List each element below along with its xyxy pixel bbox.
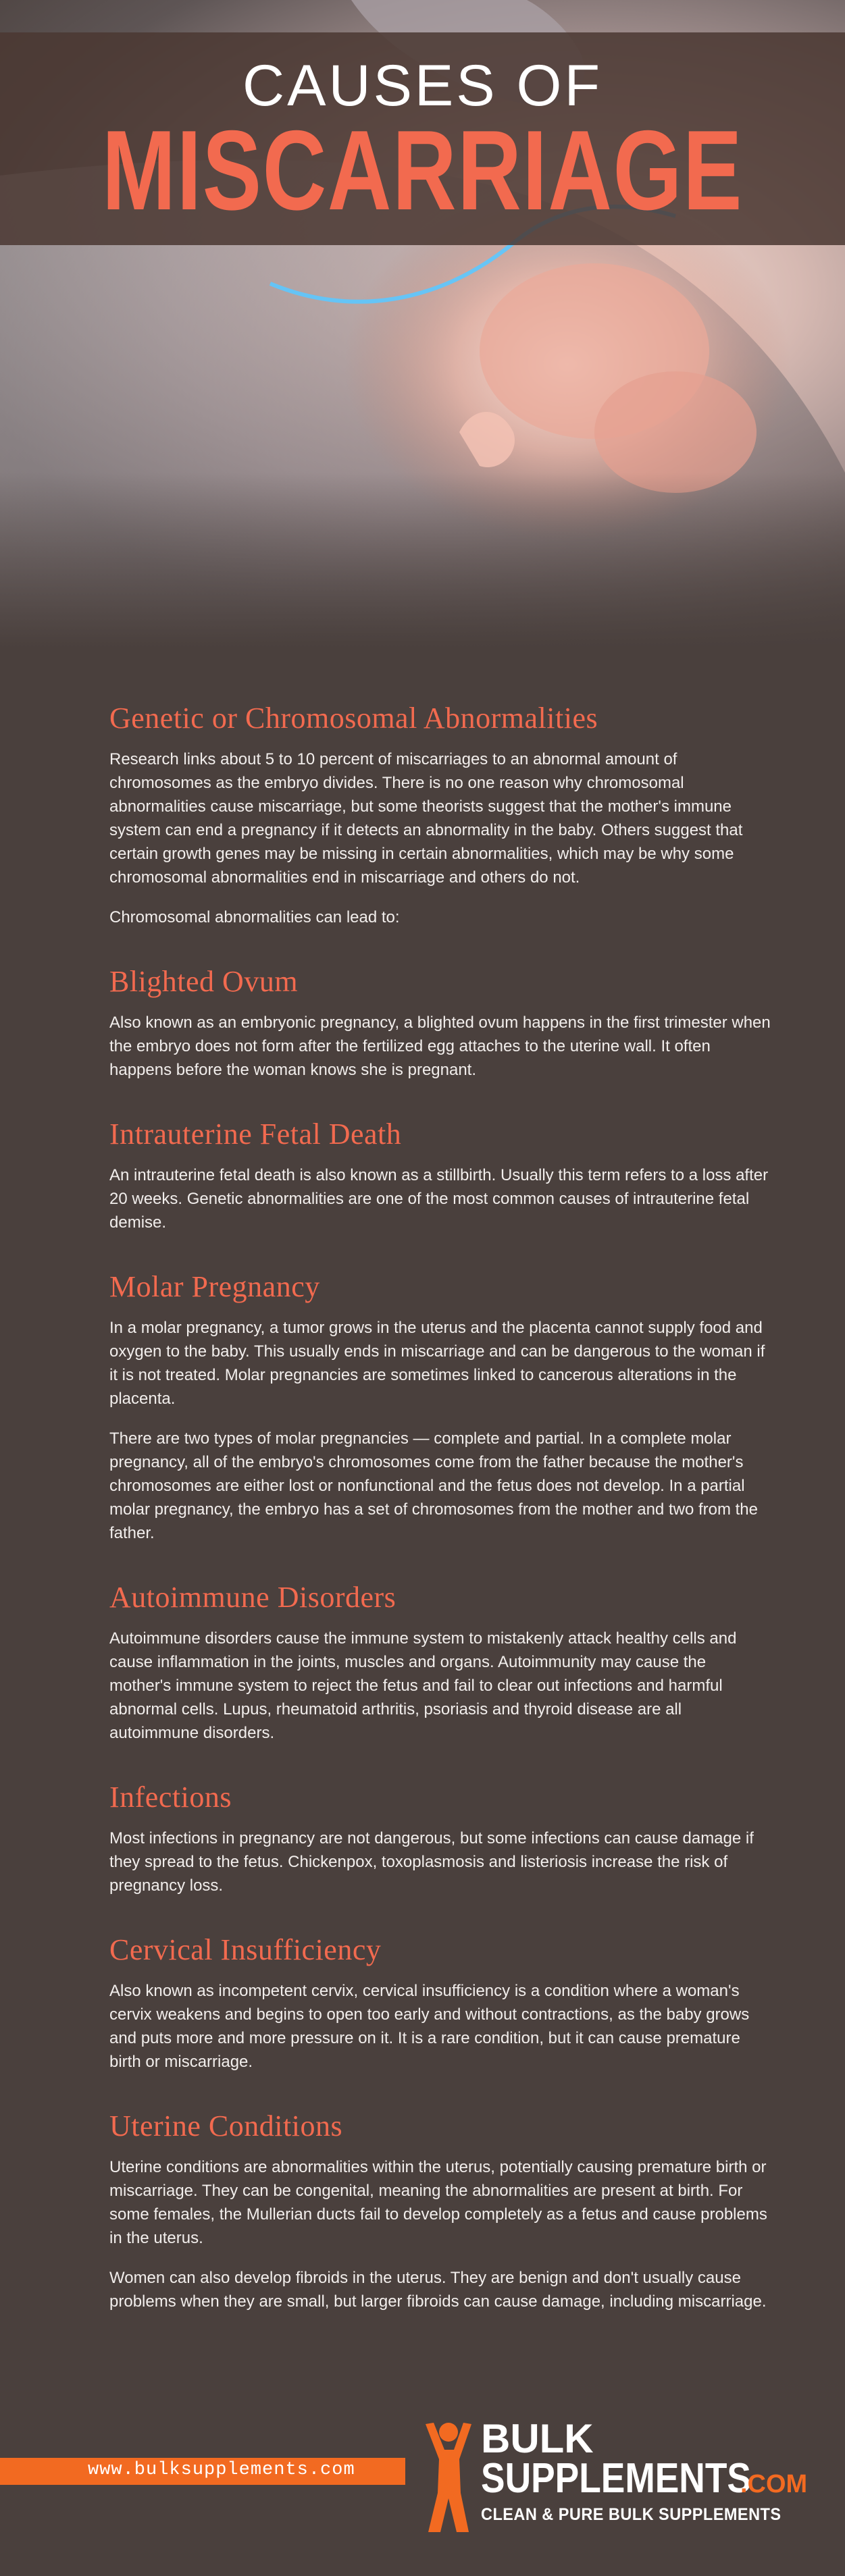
section-heading: Uterine Conditions — [109, 2109, 343, 2143]
section-heading: Molar Pregnancy — [109, 1270, 320, 1303]
section-heading: Autoimmune Disorders — [109, 1581, 396, 1614]
section-paragraph: Most infections in pregnancy are not dangerous, but some infections can cause damage if they spread to the fetus. Chickenpox, toxoplasmosis and listeriosis increase the risk of pregnancy loss. — [109, 1829, 754, 1895]
section-heading: Blighted Ovum — [109, 965, 299, 998]
article-body — [109, 701, 771, 2348]
logo-tagline: CLEAN & PURE BULK SUPPLEMENTS — [481, 2505, 782, 2524]
section-fetal-death — [109, 1117, 771, 1234]
section-infections — [109, 1780, 771, 1897]
section-blighted-ovum — [109, 964, 771, 1082]
section-heading: Genetic or Chromosomal Abnormalities — [109, 702, 598, 735]
section-heading: Cervical Insufficiency — [109, 1933, 382, 1966]
footer-url-link[interactable]: www.bulksupplements.com — [88, 2460, 355, 2480]
logo-supplements: SUPPLEMENTS — [481, 2455, 751, 2502]
section-paragraph: There are two types of molar pregnancies — complete and partial. In a complete molar pregnancy, all of the embryo's chromosomes come from the father because the mother's chromosomes are either lost or nonfunctional and the fetus does not develop. In a partial molar pregnancy, the embryo has a set of chromosomes from the mother and two from the father. — [109, 1429, 758, 1542]
hero-fade — [0, 473, 845, 648]
section-genetic — [109, 701, 771, 929]
section-heading: Infections — [109, 1781, 232, 1814]
section-paragraph: Also known as incompetent cervix, cervical insufficiency is a condition where a woman's cervix weakens and begins to open too early and without contractions, as the baby grows and puts more and more pressure on it. It is a rare condition, but it can cause premature birth or miscarriage. — [109, 1982, 750, 2071]
section-paragraph: Uterine conditions are abnormalities within the uterus, potentially causing premature birth or miscarriage. They can be congenital, meaning the abnormalities are present at birth. For some females, the Mullerian ducts fail to develop completely as a fetus and cause problems in the uterus. — [109, 2158, 767, 2247]
section-heading: Intrauterine Fetal Death — [109, 1118, 402, 1151]
section-cervical — [109, 1933, 771, 2074]
section-autoimmune — [109, 1580, 771, 1745]
section-paragraph: An intrauterine fetal death is also known as a stillbirth. Usually this term refers to a loss after 20 weeks. Genetic abnormalities are one of the most common causes of intrauterine fetal demise. — [109, 1166, 769, 1232]
logo-com: .COM — [740, 2470, 808, 2498]
person-lifting-icon — [419, 2419, 474, 2533]
page-title-line1: CAUSES OF — [242, 53, 603, 118]
section-molar-pregnancy — [109, 1269, 771, 1545]
section-paragraph: Women can also develop fibroids in the uterus. They are benign and don't usually cause problems when they are small, but larger fibroids can cause damage, including miscarriage. — [109, 2269, 767, 2311]
section-paragraph: In a molar pregnancy, a tumor grows in the uterus and the placenta cannot supply food and oxygen to the baby. This usually ends in miscarriage and can be dangerous to the woman if it is not treated. Molar pregnancies are sometimes linked to cancerous alterations in the placenta. — [109, 1319, 765, 1408]
section-paragraph: Research links about 5 to 10 percent of miscarriages to an abnormal amount of chromosomes as the embryo divides. There is no one reason why chromosomal abnormalities cause miscarriage, but some theorists suggest that the mother's immune system can end a pregnancy if it detects an abnormality in the baby. Others suggest that certain growth genes may be missing in certain abnormalities, which may be why some chromosomal abnormalities end in miscarriage and others do not. — [109, 750, 743, 887]
hero-banner — [0, 0, 845, 648]
page-title-line2: MISCARRIAGE — [101, 107, 744, 234]
section-paragraph: Autoimmune disorders cause the immune system to mistakenly attack healthy cells and cause inflammation in the joints, muscles and organs. Autoimmunity may cause the mother's immune system to reject the fetus and fail to clear out infections and harmful abnormal cells. Lupus, rheumatoid arthritis, psoriasis and thyroid disease are all autoimmune disorders. — [109, 1629, 737, 1742]
section-uterine — [109, 2109, 771, 2313]
section-paragraph: Also known as an embryonic pregnancy, a blighted ovum happens in the first trimester when the embryo does not form after the fertilized egg attaches to the uterine wall. It often happens before the woman knows she is pregnant. — [109, 1014, 771, 1079]
section-paragraph: Chromosomal abnormalities can lead to: — [109, 908, 400, 926]
logo-bulk: BULK — [481, 2416, 594, 2461]
